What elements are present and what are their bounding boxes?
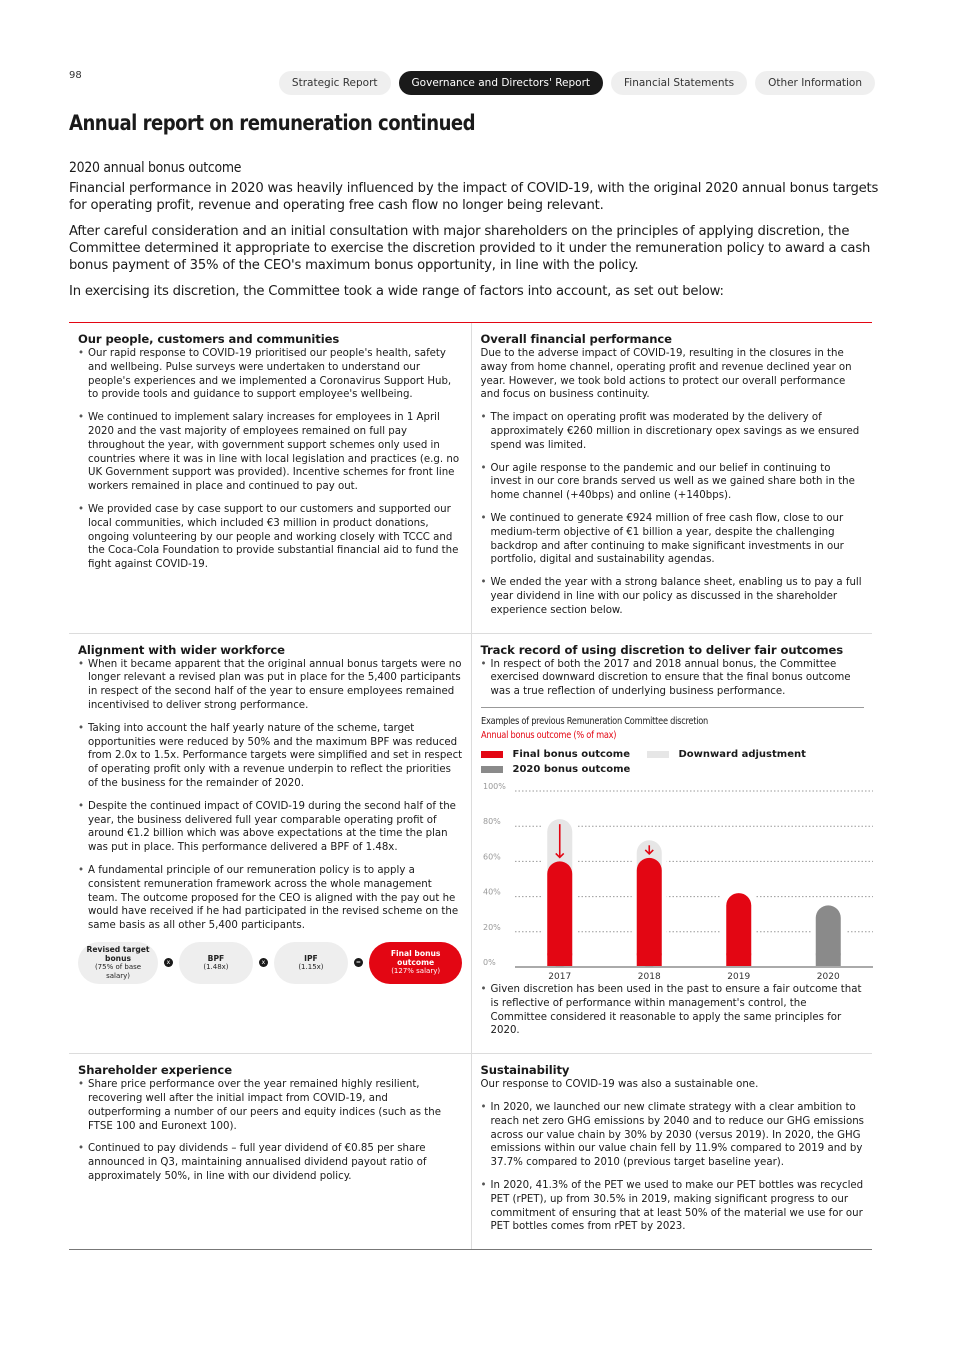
bullet-item: • In 2020, 41.3% of the PET we used to make our PET bottles was recycled PET (rPET), up from 30.5% in 2019, making significant progress to our commitment of ensuring that at least 50% of the material we use for our PET bottles comes from rPET by 2023.: [481, 1179, 865, 1234]
factors-row: [69, 323, 872, 634]
multiply-icon: x: [164, 958, 173, 967]
bullet-item: • In respect of both the 2017 and 2018 annual bonus, the Committee exercised downward discretion to ensure that the final bonus outcome was a true reflection of underlying business performance.: [481, 658, 865, 699]
bullet-item: • Taking into account the half yearly nature of the scheme, target opportunities were reduced by 50% and the maximum BPF was reduced from 2.0x to 1.5x. Performance targets were simplified and set in respect of operating profit only with a revenue underpin to reflect the priorities of the business for the remainder of 2020.: [78, 722, 463, 791]
bullet-item: • Our agile response to the pandemic and our belief in continuing to invest in our core brands served us well as we gained share both in the home channel (+40bps) and online (+140bps).: [481, 462, 865, 503]
tab-other-information[interactable]: Other Information: [755, 71, 875, 95]
bullet-item: • We continued to implement salary increases for employees in 1 April 2020 and the vast majority of employees remained on full pay throughout the year, with government support schemes only used in countries where it was in line with local legislation and practices (e.g. no UK Government support was provided). Incentive schemes for front line workers remained in place and continued to pay out.: [78, 411, 463, 494]
bullet-item: • Despite the continued impact of COVID-19 during the second half of the year, the business delivered full year comparable operating profit of around €1.2 billion which was above expectations at the time the plan was put in place. This performance delivered a BPF of 1.48x.: [78, 800, 463, 855]
page-number: 98: [69, 70, 82, 81]
legend-item: [647, 749, 813, 760]
legend-swatch-final: [481, 751, 503, 758]
track-record-panel: [471, 634, 873, 1054]
y-tick-label: 80%: [482, 817, 501, 827]
y-tick-label: 100%: [482, 781, 506, 791]
panel-heading: Alignment with wider workforce: [78, 642, 285, 657]
intro-paragraph: Financial performance in 2020 was heavily influenced by the impact of COVID-19, with the original 2020 annual bonus targets for operating profit, revenue and operating free cash flow no longer being relevant.: [69, 181, 879, 213]
panel-heading: Sustainability: [480, 1063, 570, 1078]
bullet-item: • Share price performance over the year remained highly resilient, recovering well after the initial impact from COVID-19, and outperforming a number of our peers and equity indices (such as the FTSE 100 and Euronext 100).: [78, 1078, 463, 1133]
bpf-pill: [179, 942, 253, 984]
bar-final-outcome: [636, 858, 661, 966]
bullet-item: • In 2020, we launched our new climate strategy with a clear ambition to reach net zero GHG emissions by 2040 and to reduce our GHG emissions across our value chain by 30% by 2030 (versus 2019). In 2020, the GHG emissions within our value chain fell by 11.9% compared to 2019 and by 37.7% compared to 2010 (previous target baseline year).: [481, 1101, 865, 1170]
bullet-item: • A fundamental principle of our remuneration policy is to apply a consistent remuneration framework across the whole management team. The outcome proposed for the CEO is aligned with the pay out he would have received if he had participated in the revised scheme on the same basis as all other 5,400 participants.: [78, 864, 463, 933]
x-tick-label: 2017: [547, 971, 571, 979]
legend-item: [481, 764, 647, 775]
panel-heading: Overall financial performance: [480, 332, 672, 346]
legend-label: Final bonus outcome: [512, 748, 631, 760]
chart-legend: [481, 749, 865, 775]
legend-swatch-2020: [481, 766, 503, 773]
bpf-sub: (1.48x): [203, 962, 229, 971]
tab-governance[interactable]: Governance and Directors' Report: [399, 71, 603, 95]
revised-target-pill: [78, 942, 158, 984]
intro-section: [69, 160, 879, 309]
section-nav: [279, 71, 875, 95]
x-tick-label: 2018: [637, 971, 661, 979]
x-tick-label: 2019: [726, 971, 750, 979]
final-outcome-sub: (127% salary): [391, 967, 441, 976]
bpf-title: BPF: [207, 953, 225, 963]
panel-lead: Our response to COVID-19 was also a sustainable one.: [480, 1079, 759, 1091]
final-outcome-title: Final bonus outcome: [390, 949, 441, 968]
bullet-item: • We continued to generate €924 million of free cash flow, close to our medium-term objective of €1 billion a year, despite the challenging backdrop and after continuing to make significant investments in our portfolio, digital and sustainability agendas.: [481, 512, 865, 567]
bullet-item: • We ended the year with a strong balance sheet, enabling us to pay a full year dividend in line with our policy as discussed in the shareholder experience section below.: [481, 576, 865, 617]
bar-chart: [481, 779, 873, 979]
chart-subtitle: Annual bonus outcome (% of max): [480, 729, 616, 741]
shareholder-panel: [69, 1054, 471, 1249]
bar-final-outcome-base: [726, 953, 751, 966]
equals-icon: =: [355, 959, 361, 967]
bullet-item: • The impact on operating profit was moderated by the delivery of approximately €260 million in discretionary opex savings as we ensured spend was limited.: [481, 411, 865, 452]
intro-heading: 2020 annual bonus outcome: [69, 160, 242, 176]
panel-heading: Shareholder experience: [78, 1063, 232, 1078]
bullet-item: • Our rapid response to COVID-19 prioritised our people's health, safety and wellbeing. Pulse surveys were undertaken to understand our people's experiences and we implemented a Coronavirus Support Hub, to provide tools and guidance to support employee's wellbeing.: [78, 347, 463, 402]
bullet-item: • We provided case by case support to our customers and supported our local communities, which included €3 million in product donations, ongoing volunteering by our people and working closely with TCCC and the Coca-Cola Foundation to provide substantial financial aid to fund the fight against COVID-19.: [78, 503, 463, 572]
chart-title: Examples of previous Remuneration Committee discretion: [480, 715, 708, 727]
panel-heading: Our people, customers and communities: [78, 332, 340, 346]
bar-2020-outcome-base: [815, 953, 840, 966]
financial-panel: [471, 323, 873, 633]
workforce-panel: [69, 634, 471, 1054]
factors-grid: [69, 322, 872, 1250]
final-outcome-pill: [369, 942, 463, 984]
bullet-item: • When it became apparent that the original annual bonus targets were no longer relevant a revised plan was put in place for the 5,400 participants in respect of the second half of the year to ensure employees remained incentivised to deliver strong performance.: [78, 658, 463, 713]
bonus-formula: [78, 942, 463, 984]
legend-swatch-adjustment: [647, 751, 669, 758]
factors-row: [69, 634, 872, 1055]
multiply-icon: x: [259, 958, 268, 967]
bullet-item: • Continued to pay dividends – full year dividend of €0.85 per share announced in Q3, maintaining annualised dividend payout ratio of approximately 50%, in line with our dividend policy.: [78, 1142, 463, 1183]
y-tick-label: 40%: [482, 887, 501, 897]
legend-item: [481, 749, 647, 760]
panel-heading: Track record of using discretion to deliver fair outcomes: [480, 642, 844, 657]
sustainability-panel: [471, 1054, 873, 1249]
factors-row: [69, 1054, 872, 1249]
ipf-sub: (1.15x): [298, 962, 324, 971]
legend-label: Downward adjustment: [678, 748, 806, 760]
tab-strategic-report[interactable]: Strategic Report: [279, 71, 391, 95]
people-panel: [69, 323, 471, 633]
intro-paragraph: In exercising its discretion, the Committee took a wide range of factors into account, as set out below:: [69, 284, 724, 299]
bar-final-outcome-base: [547, 953, 572, 966]
bar-final-outcome-base: [636, 953, 661, 966]
intro-paragraph: After careful consideration and an initial consultation with major shareholders on the principles of applying discretion, the Committee determined it appropriate to exercise the discretion provided to it under the remuneration policy to award a cash bonus payment of 35% of the CEO's maximum bonus opportunity, in line with the policy.: [69, 224, 871, 273]
tab-financial-statements[interactable]: Financial Statements: [611, 71, 747, 95]
x-tick-label: 2020: [816, 971, 840, 979]
page-title: Annual report on remuneration continued: [69, 111, 476, 135]
revised-target-title: Revised target bonus: [86, 944, 150, 963]
bar-final-outcome: [547, 861, 572, 966]
bullet-item: • Given discretion has been used in the past to ensure a fair outcome that is reflective of performance within management's control, the Committee considered it reasonable to apply the same principles for 2020.: [481, 983, 865, 1038]
y-tick-label: 60%: [482, 852, 501, 862]
legend-label: 2020 bonus outcome: [512, 763, 631, 775]
y-tick-label: 20%: [482, 922, 501, 932]
ipf-pill: [274, 942, 348, 984]
ipf-title: IPF: [304, 953, 318, 963]
panel-lead: Due to the adverse impact of COVID-19, resulting in the closures in the away from home channel, operating profit and revenue declined year on year. However, we took bold actions to protect our overall performance and focus on business continuity.: [480, 348, 852, 401]
y-tick-label: 0%: [482, 957, 496, 967]
revised-target-sub: (75% of base salary): [94, 962, 142, 980]
discretion-chart: [481, 707, 865, 979]
